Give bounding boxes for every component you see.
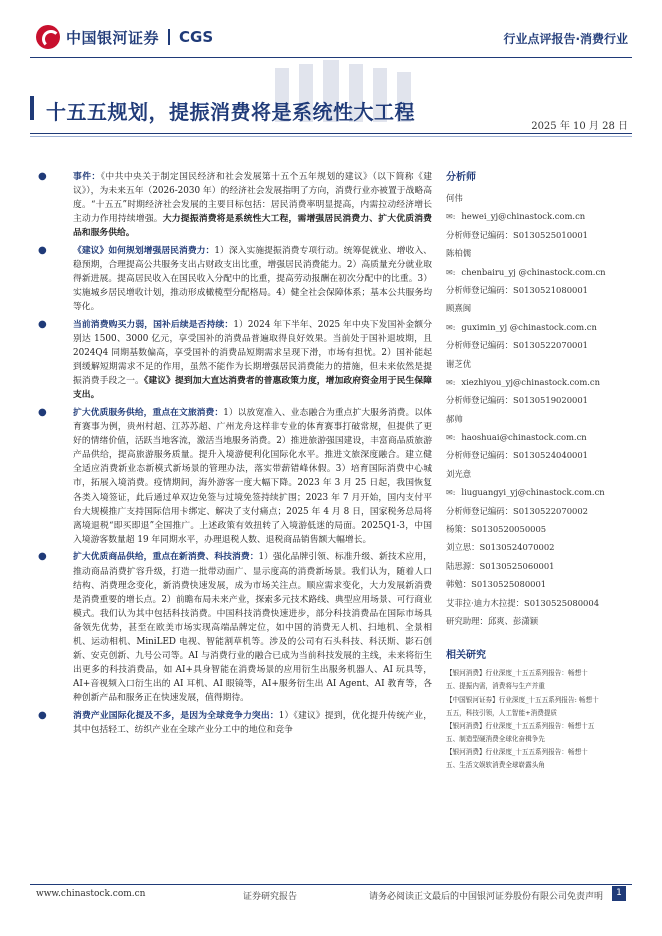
logo xyxy=(36,22,213,52)
analyst-name: 陈柏儒 xyxy=(446,248,472,259)
envelope-icon: ✉: xyxy=(446,267,456,277)
analyst-email[interactable]: hewei_yj@chinastock.com.cn xyxy=(461,211,586,222)
analyst-heading: 分析师 xyxy=(446,172,476,183)
analyst-registration: 分析师登记编码：S0130521080001 xyxy=(446,284,589,295)
paragraph-consumption-power xyxy=(36,244,432,314)
related-report-link[interactable]: 【银河消费】行业深度_十五五系列报告：畅想十 xyxy=(446,747,588,756)
title-accent-bar xyxy=(30,96,34,120)
analyst-email-row xyxy=(446,318,636,336)
analyst-entry xyxy=(446,355,636,410)
analyst-name: 郝帅 xyxy=(446,413,463,424)
bullet-dot-icon: ● xyxy=(38,171,47,182)
bullet-dot-icon: ● xyxy=(38,407,47,418)
paragraph-text: 1）强化品牌引领、标准升级、新技术应用，推动商品消费扩容升级，打造一批带动面广、显示度高的消费新场景。我们认为，随着人口结构、消费理念变化，新消费快速发展，成为市场关注点。顺应需求变化，大力发展新消费是消费重要的增长点。2）前瞻布局未来产业，探索多元技术路线、典型应用场景、可行商业模式。我们认为其中包括科技消费。中国科技消费快速进步，部分科技消费品在国际市场具备领先优势，甚至在欧美市场实现高端品牌定位，如中国的消费无人机、扫地机、全景相机、运动相机、MiniLED 电视、智能割草机等。涉及的公司有石头科技、科沃斯、影石创新、安克创新、九号公司等。AI 与消费行业的融合已成为当前科技发展的主线，未来将衍生出更多的科技消费品，如 AI+具身智能在消费场景的应用衍生出服务机器人、AI 玩具等，AI+音视频入口衍生出的 AI 耳机、AI 眼镜等，AI+服务衍生出 AI Agent、AI 教育等，各种创新产品和服务正在快速发展，值得期待。 xyxy=(73,552,432,704)
bullet-dot-icon: ● xyxy=(38,709,47,721)
envelope-icon: ✉: xyxy=(446,322,456,332)
related-research-list xyxy=(446,667,636,772)
analyst-registration: 分析师登记编码：S0130522070002 xyxy=(446,505,589,516)
footer-divider xyxy=(30,884,632,885)
analyst-registration: 分析师登记编码：S0130522070001 xyxy=(446,340,589,351)
bullet-dot-icon: ● xyxy=(38,318,47,330)
other-analyst: 艾菲拉·迪力木拉提：S0130525080004 xyxy=(446,597,600,608)
paragraph-service-supply xyxy=(36,406,432,547)
analyst-entry xyxy=(446,410,636,465)
analyst-email-row xyxy=(446,373,636,391)
analyst-registration: 分析师登记编码：S0130519020001 xyxy=(446,395,589,406)
other-analyst: 韩勉：S0130525080001 xyxy=(446,579,547,590)
paragraph-event xyxy=(36,170,432,240)
main-content xyxy=(36,170,432,741)
paragraph-conclusion: 《建议》提到加大直达消费者的普惠政策力度，增加政府资金用于民生保障支出。 xyxy=(73,376,432,401)
related-report-link[interactable]: 五、提振内需，消费将与生产并重 xyxy=(446,682,545,691)
related-report-link[interactable]: 【中国银河证券】行业深度_十五五系列报告: 畅想十 xyxy=(446,695,599,704)
analyst-email[interactable]: liuguangyi_yj@chinastock.com.cn xyxy=(461,487,605,498)
analyst-email[interactable]: haoshuai@chinastock.com.cn xyxy=(461,432,587,443)
paragraph-lead: 消费产业国际化提及不多，是因为全球竞争力突出： xyxy=(73,710,279,721)
cgs-logo-icon xyxy=(36,25,60,49)
analyst-name: 顾熹闽 xyxy=(446,303,472,314)
related-report-link[interactable]: 五、制造型硬消费全球化奋楫争先 xyxy=(446,734,545,743)
analyst-email[interactable]: chenbairu_yj @chinastock.com.cn xyxy=(461,266,606,277)
analyst-email-row xyxy=(446,263,636,281)
envelope-icon: ✉: xyxy=(446,433,456,443)
footer-doc-type: 证券研究报告 xyxy=(243,892,298,902)
analyst-entry xyxy=(446,299,636,354)
analyst-email-row xyxy=(446,207,636,225)
paragraph-text: 1）深入实施提振消费专项行动。统筹促就业、增收入、稳预期，合理提高公共服务支出占财政支出比重，增强居民消费能力。2）高质量充分就业取得新进展。提高居民收入在国民收入分配中的比重，提高劳动报酬在初次分配中的比重。3）实施城乡居民增收计划，推动形成橄榄型分配格局。4）健全社会保障体系；基本公共服务均等化。 xyxy=(73,245,432,313)
report-type: 行业点评报告·消费行业 xyxy=(503,32,628,46)
title-divider-secondary xyxy=(30,136,632,137)
analyst-name: 刘光意 xyxy=(446,468,472,479)
logo-separator xyxy=(168,29,170,45)
analyst-email[interactable]: xiezhiyou_yj@chinastock.com.cn xyxy=(461,376,601,387)
paragraph-text: 《中共中央关于制定国民经济和社会发展第十五个五年规划的建议》（以下简称《建议》），为未来五年（2026-2030 年）的经济社会发展指明了方向，消费行业亦被置于战略高度。“十五五”时期经济社会发展的主要目标包括：居民消费率明显提高，内需拉动经济增长主动力作用持续增强。 xyxy=(73,172,432,225)
footer-website[interactable]: www.chinastock.com.cn xyxy=(36,889,146,899)
title-divider xyxy=(30,133,632,134)
other-analyst: 刘立思：S0130524070002 xyxy=(446,542,555,553)
page-number: 1 xyxy=(612,886,626,901)
related-report-link[interactable]: 【银河消费】行业深度_十五五系列报告：畅想十五 xyxy=(446,721,595,730)
bullet-dot-icon: ● xyxy=(38,244,47,256)
sidebar xyxy=(446,168,636,772)
paragraph-lead: 当前消费购买力弱，国补后续是否持续： xyxy=(73,319,234,330)
paragraph-text: 1）《建议》提到，优化提升传统产业，其中包括轻工、纺织产业在全球产业分工中的地位和竞争 xyxy=(73,710,432,736)
report-date: 2025 年 10 月 28 日 xyxy=(531,121,628,132)
related-report-link[interactable]: 五、生活文娱软消费全球崭露头角 xyxy=(446,761,545,770)
analyst-entry xyxy=(446,465,636,520)
paragraph-conclusion: 大力提振消费将是系统性大工程，需增强居民消费力、扩大优质消费品和服务供给。 xyxy=(73,214,432,239)
paragraph-lead: 扩大优质服务供给，重点在文旅消费： xyxy=(73,408,224,418)
related-report-link[interactable]: 五五，科技引领，人工智能+消费提质 xyxy=(446,708,558,717)
analyst-email-row xyxy=(446,428,636,446)
related-research-heading: 相关研究 xyxy=(446,650,486,662)
envelope-icon: ✉: xyxy=(446,488,456,498)
analyst-email[interactable]: guximin_yj @chinastock.com.cn xyxy=(461,321,597,332)
other-analyst: 杨策：S0130520050005 xyxy=(446,524,547,535)
footer-disclaimer: 请务必阅读正文最后的中国银河证券股份有限公司免责声明 xyxy=(369,892,604,902)
analyst-entry xyxy=(446,244,636,299)
paragraph-lead: 事件： xyxy=(73,172,101,182)
analyst-name: 何伟 xyxy=(446,193,463,203)
research-assistants: 研究助理：邱爽、彭潇颖 xyxy=(446,615,539,626)
bullet-dot-icon: ● xyxy=(38,551,47,563)
paragraph-text: 1）2024 年下半年、2025 年中央下发国补金额分别达 1500、3000 亿元，享受国补的消费品普遍取得良好效果。当前处于国补退坡期，且 2024Q4 同期基数偏高，享受国补的消费品短期需求呈现下滑，市场有担忧。2）国补能起到缓解短期需求不足的作用，虽然不能作为长期增强居民消费能力的措施，但未来依然是提振消费手段之一。 xyxy=(73,319,432,387)
paragraph-text: 1）以放宽准入、业态融合为重点扩大服务消费。以体育赛事为例，贵州村超、江苏苏超、广州龙舟这样非专业的体育赛事打破常规，但提供了更好的情绪价值，活跃当地客流，激活当地服务消费。2）推进旅游强国建设，丰富商品质旅游产品供给，提高旅游服务质量。提升入境游便利化国际化水平。推进文旅深度融合。建立健全适应消费新业态新模式新场景的管理办法，落实带薪错峰休假。3）培育国际消费中心城市，拓展入境消费。疫情期间，海外游客一度大幅下降。2023 年 3 月 25 日起，我国恢复各类入境签证，此后通过单双边免签与过境免签持续扩围；2023 年 7 月开始，国内支付平台大规模推广支持国际信用卡绑定、解决了支付痛点；2025 年 4 月 8 日，国家税务总局将离境退税“即买即退”全国推广。上述政策有效扭转了入境游低迷的局面。2025Q1-3，中国入境游客数量超 19 年同期水平，办理退税人数、退税商品销售额大幅增长。 xyxy=(73,408,432,545)
report-title: 十五五规划，提振消费将是系统性大工程 xyxy=(46,100,415,124)
header-divider xyxy=(30,57,632,58)
other-analyst: 陆思源：S0130525060001 xyxy=(446,560,555,571)
envelope-icon: ✉: xyxy=(446,212,456,222)
logo-chinese-name: 中国银河证券 xyxy=(66,28,160,47)
paragraph-lead: 《建议》如何规划增强居民消费力： xyxy=(73,245,215,256)
analyst-registration: 分析师登记编码：S0130524040001 xyxy=(446,450,589,461)
logo-english-name: CGS xyxy=(179,28,214,46)
analyst-entry xyxy=(446,189,636,244)
paragraph-lead: 扩大优质商品供给，重点在新消费、科技消费： xyxy=(73,552,259,563)
related-report-link[interactable]: 【银河消费】行业深度_十五五系列报告：畅想十 xyxy=(446,669,588,678)
paragraph-subsidy xyxy=(36,318,432,403)
envelope-icon: ✉: xyxy=(446,377,456,387)
paragraph-goods-supply xyxy=(36,550,432,705)
analyst-email-row xyxy=(446,483,636,501)
paragraph-internationalization xyxy=(36,709,432,737)
analyst-name: 谢芝优 xyxy=(446,358,472,369)
analyst-registration: 分析师登记编码：S0130525010001 xyxy=(446,229,589,240)
